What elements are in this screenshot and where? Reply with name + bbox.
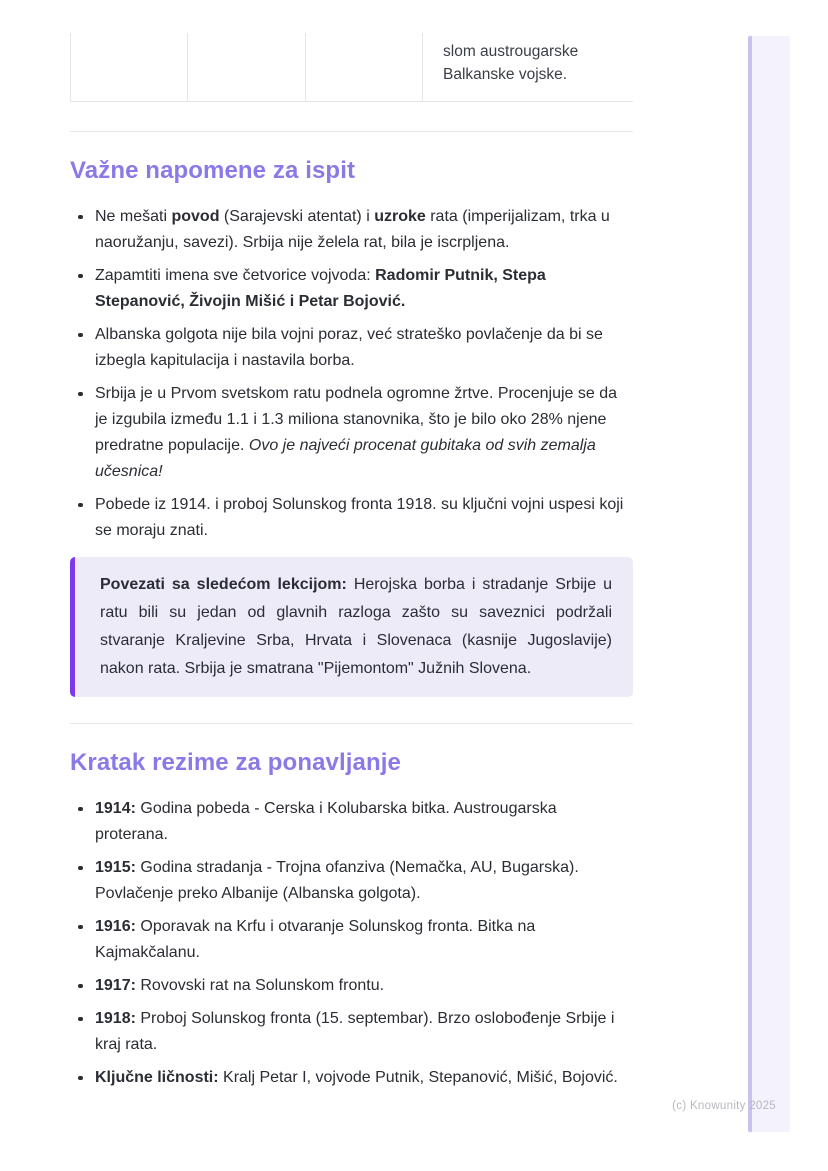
section-exam-notes	[70, 157, 633, 544]
list-item	[70, 322, 633, 374]
list-item	[70, 204, 633, 256]
section-divider	[70, 131, 633, 132]
list-item	[70, 914, 633, 966]
text-segment: 1916:	[95, 918, 136, 935]
section-summary	[70, 749, 633, 1091]
text-segment: 1918:	[95, 1010, 136, 1027]
callout-lead: Povezati sa sledećom lekcijom:	[100, 576, 347, 593]
text-segment: Godina pobeda - Cerska i Kolubarska bitka. Austrougarska proterana.	[95, 800, 557, 843]
text-segment: 1914:	[95, 800, 136, 817]
text-segment: Ovo je najveći procenat gubitaka od svih zemalja učesnica!	[95, 437, 596, 480]
table-fragment	[70, 33, 633, 102]
list-item	[70, 855, 633, 907]
callout-text	[100, 571, 612, 683]
text-segment: Ključne ličnosti:	[95, 1069, 219, 1086]
exam-notes-bullet-list	[70, 204, 633, 544]
callout-note	[70, 557, 633, 697]
text-segment: Albanska golgota nije bila vojni poraz, već strateško povlačenje da bi se izbegla kapitulacija i nastavila borba.	[95, 326, 603, 369]
text-segment: Proboj Solunskog fronta (15. septembar). Brzo oslobođenje Srbije i kraj rata.	[95, 1010, 615, 1053]
text-segment: Radomir Putnik, Stepa Stepanović, Živojin Mišić i Petar Bojović.	[95, 267, 546, 310]
table-cell	[70, 33, 187, 101]
callout-body: Herojska borba i stradanje Srbije u ratu bili su jedan od glavnih razloga zašto su saveznici podržali stvaranje Kraljevine Srba, Hrvata i Slovenaca (kasnije Jugoslavije) nakon rata. Srbija je smatrana "Pijemontom" Južnih Slovena.	[100, 576, 613, 677]
list-item	[70, 492, 633, 544]
list-item	[70, 381, 633, 485]
section-heading-summary: Kratak rezime za ponavljanje	[70, 749, 401, 776]
list-item	[70, 796, 633, 848]
text-segment: Zapamtiti imena sve četvorice vojvoda:	[95, 267, 376, 284]
section-heading-exam-notes: Važne napomene za ispit	[70, 157, 356, 184]
text-segment: (Sarajevski atentat) i	[219, 208, 375, 225]
text-segment: Ne mešati	[95, 208, 172, 225]
page-content	[70, 0, 633, 1098]
text-segment: Oporavak na Krfu i otvaranje Solunskog fronta. Bitka na Kajmakčalanu.	[95, 918, 536, 961]
list-item	[70, 973, 633, 999]
copyright-footer: (c) Knowunity 2025	[672, 1100, 776, 1112]
next-page-edge	[748, 36, 790, 1132]
text-segment: rata (imperijalizam, trka u naoružanju, savezi). Srbija nije želela rat, bila je iscrpljena.	[95, 208, 610, 251]
text-segment: Srbija je u Prvom svetskom ratu podnela ogromne žrtve. Procenjuje se da je izgubila između 1.1 i 1.3 miliona stanovnika, što je bilo oko 28% njene predratne populacije.	[95, 385, 618, 454]
table-cell-text: slom austrougarske Balkanske vojske.	[422, 33, 633, 101]
text-segment: Godina stradanja - Trojna ofanziva (Nemačka, AU, Bugarska). Povlačenje preko Albanije (Albanska golgota).	[95, 859, 579, 902]
list-item	[70, 1006, 633, 1058]
list-item	[70, 263, 633, 315]
summary-bullet-list	[70, 796, 633, 1091]
text-segment: uzroke	[374, 208, 426, 225]
text-segment: 1917:	[95, 977, 136, 994]
section-divider	[70, 723, 633, 724]
table-cell	[187, 33, 305, 101]
text-segment: Pobede iz 1914. i proboj Solunskog fronta 1918. su ključni vojni uspesi koji se moraju znati.	[95, 496, 624, 539]
table-cell	[305, 33, 422, 101]
text-segment: Rovovski rat na Solunskom frontu.	[135, 977, 385, 994]
text-segment: Kralj Petar I, vojvode Putnik, Stepanović, Mišić, Bojović.	[218, 1069, 618, 1086]
text-segment: 1915:	[95, 859, 136, 876]
list-item	[70, 1065, 633, 1091]
text-segment: povod	[171, 208, 220, 225]
